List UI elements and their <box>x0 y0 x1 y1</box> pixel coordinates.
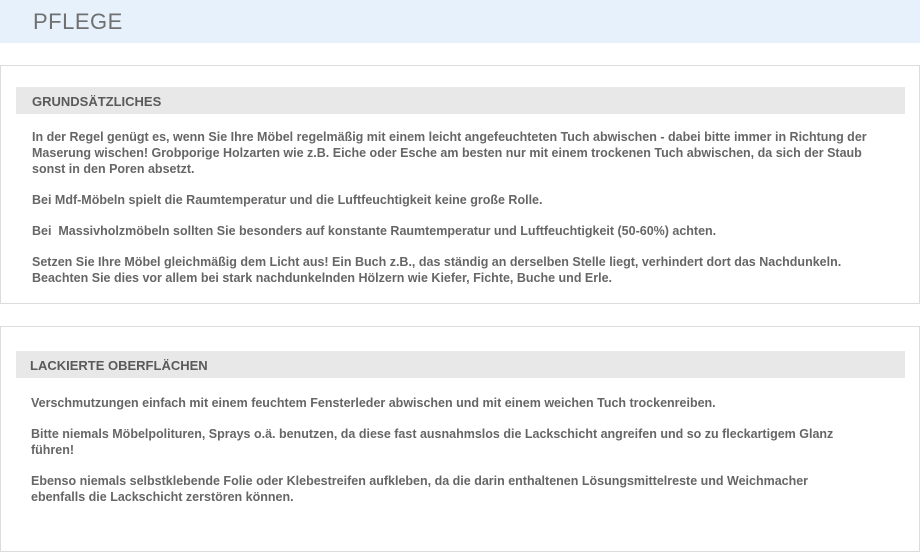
section-body <box>31 395 891 520</box>
paragraph: Bei Massivholzmöbeln sollten Sie besonders auf konstante Raumtemperatur und Luftfeuchtigkeit (50-60%) achten. <box>32 224 717 238</box>
paragraph: Bitte niemals Möbelpolituren, Sprays o.ä. benutzen, da diese fast ausnahmslos die Lackschicht angreifen und so zu fleckartigem Glanz führen! <box>31 427 834 457</box>
paragraph: Ebenso niemals selbstklebende Folie oder Klebestreifen aufkleben, da die darin enthaltenen Lösungsmittelreste und Weichmacher ebenfalls die Lackschicht zerstören können. <box>31 474 809 504</box>
section-heading: GRUNDSÄTZLICHES <box>32 94 162 109</box>
paragraph: Setzen Sie Ihre Möbel gleichmäßig dem Licht aus! Ein Buch z.B., das ständig an derselben Stelle liegt, verhindert dort das Nachdunkeln. Beachten Sie dies vor allem bei stark nachdunkelnden Hölzern wie Kiefer, Fichte, Buche und Erle. <box>32 255 842 285</box>
section-heading-bar <box>16 351 905 378</box>
section-heading-bar <box>16 87 905 114</box>
section-grundsaetzliches <box>0 65 920 304</box>
paragraph: Verschmutzungen einfach mit einem feuchtem Fensterleder abwischen und mit einem weichen Tuch trockenreiben. <box>31 396 716 410</box>
page-header <box>0 0 920 43</box>
section-body <box>32 129 892 301</box>
paragraph: Bei Mdf-Möbeln spielt die Raumtemperatur und die Luftfeuchtigkeit keine große Rolle. <box>32 193 543 207</box>
page-title: PFLEGE <box>33 9 123 34</box>
section-lackierte-oberflaechen <box>0 326 920 552</box>
paragraph: In der Regel genügt es, wenn Sie Ihre Möbel regelmäßig mit einem leicht angefeuchteten Tuch abwischen - dabei bitte immer in Richtung der Maserung wischen! Grobporige Holzarten wie z.B. Eiche oder Esche am besten nur mit einem trockenen Tuch abwischen, da sich der Staub sonst in den Poren absetzt. <box>32 130 867 176</box>
section-heading: LACKIERTE OBERFLÄCHEN <box>30 358 208 373</box>
